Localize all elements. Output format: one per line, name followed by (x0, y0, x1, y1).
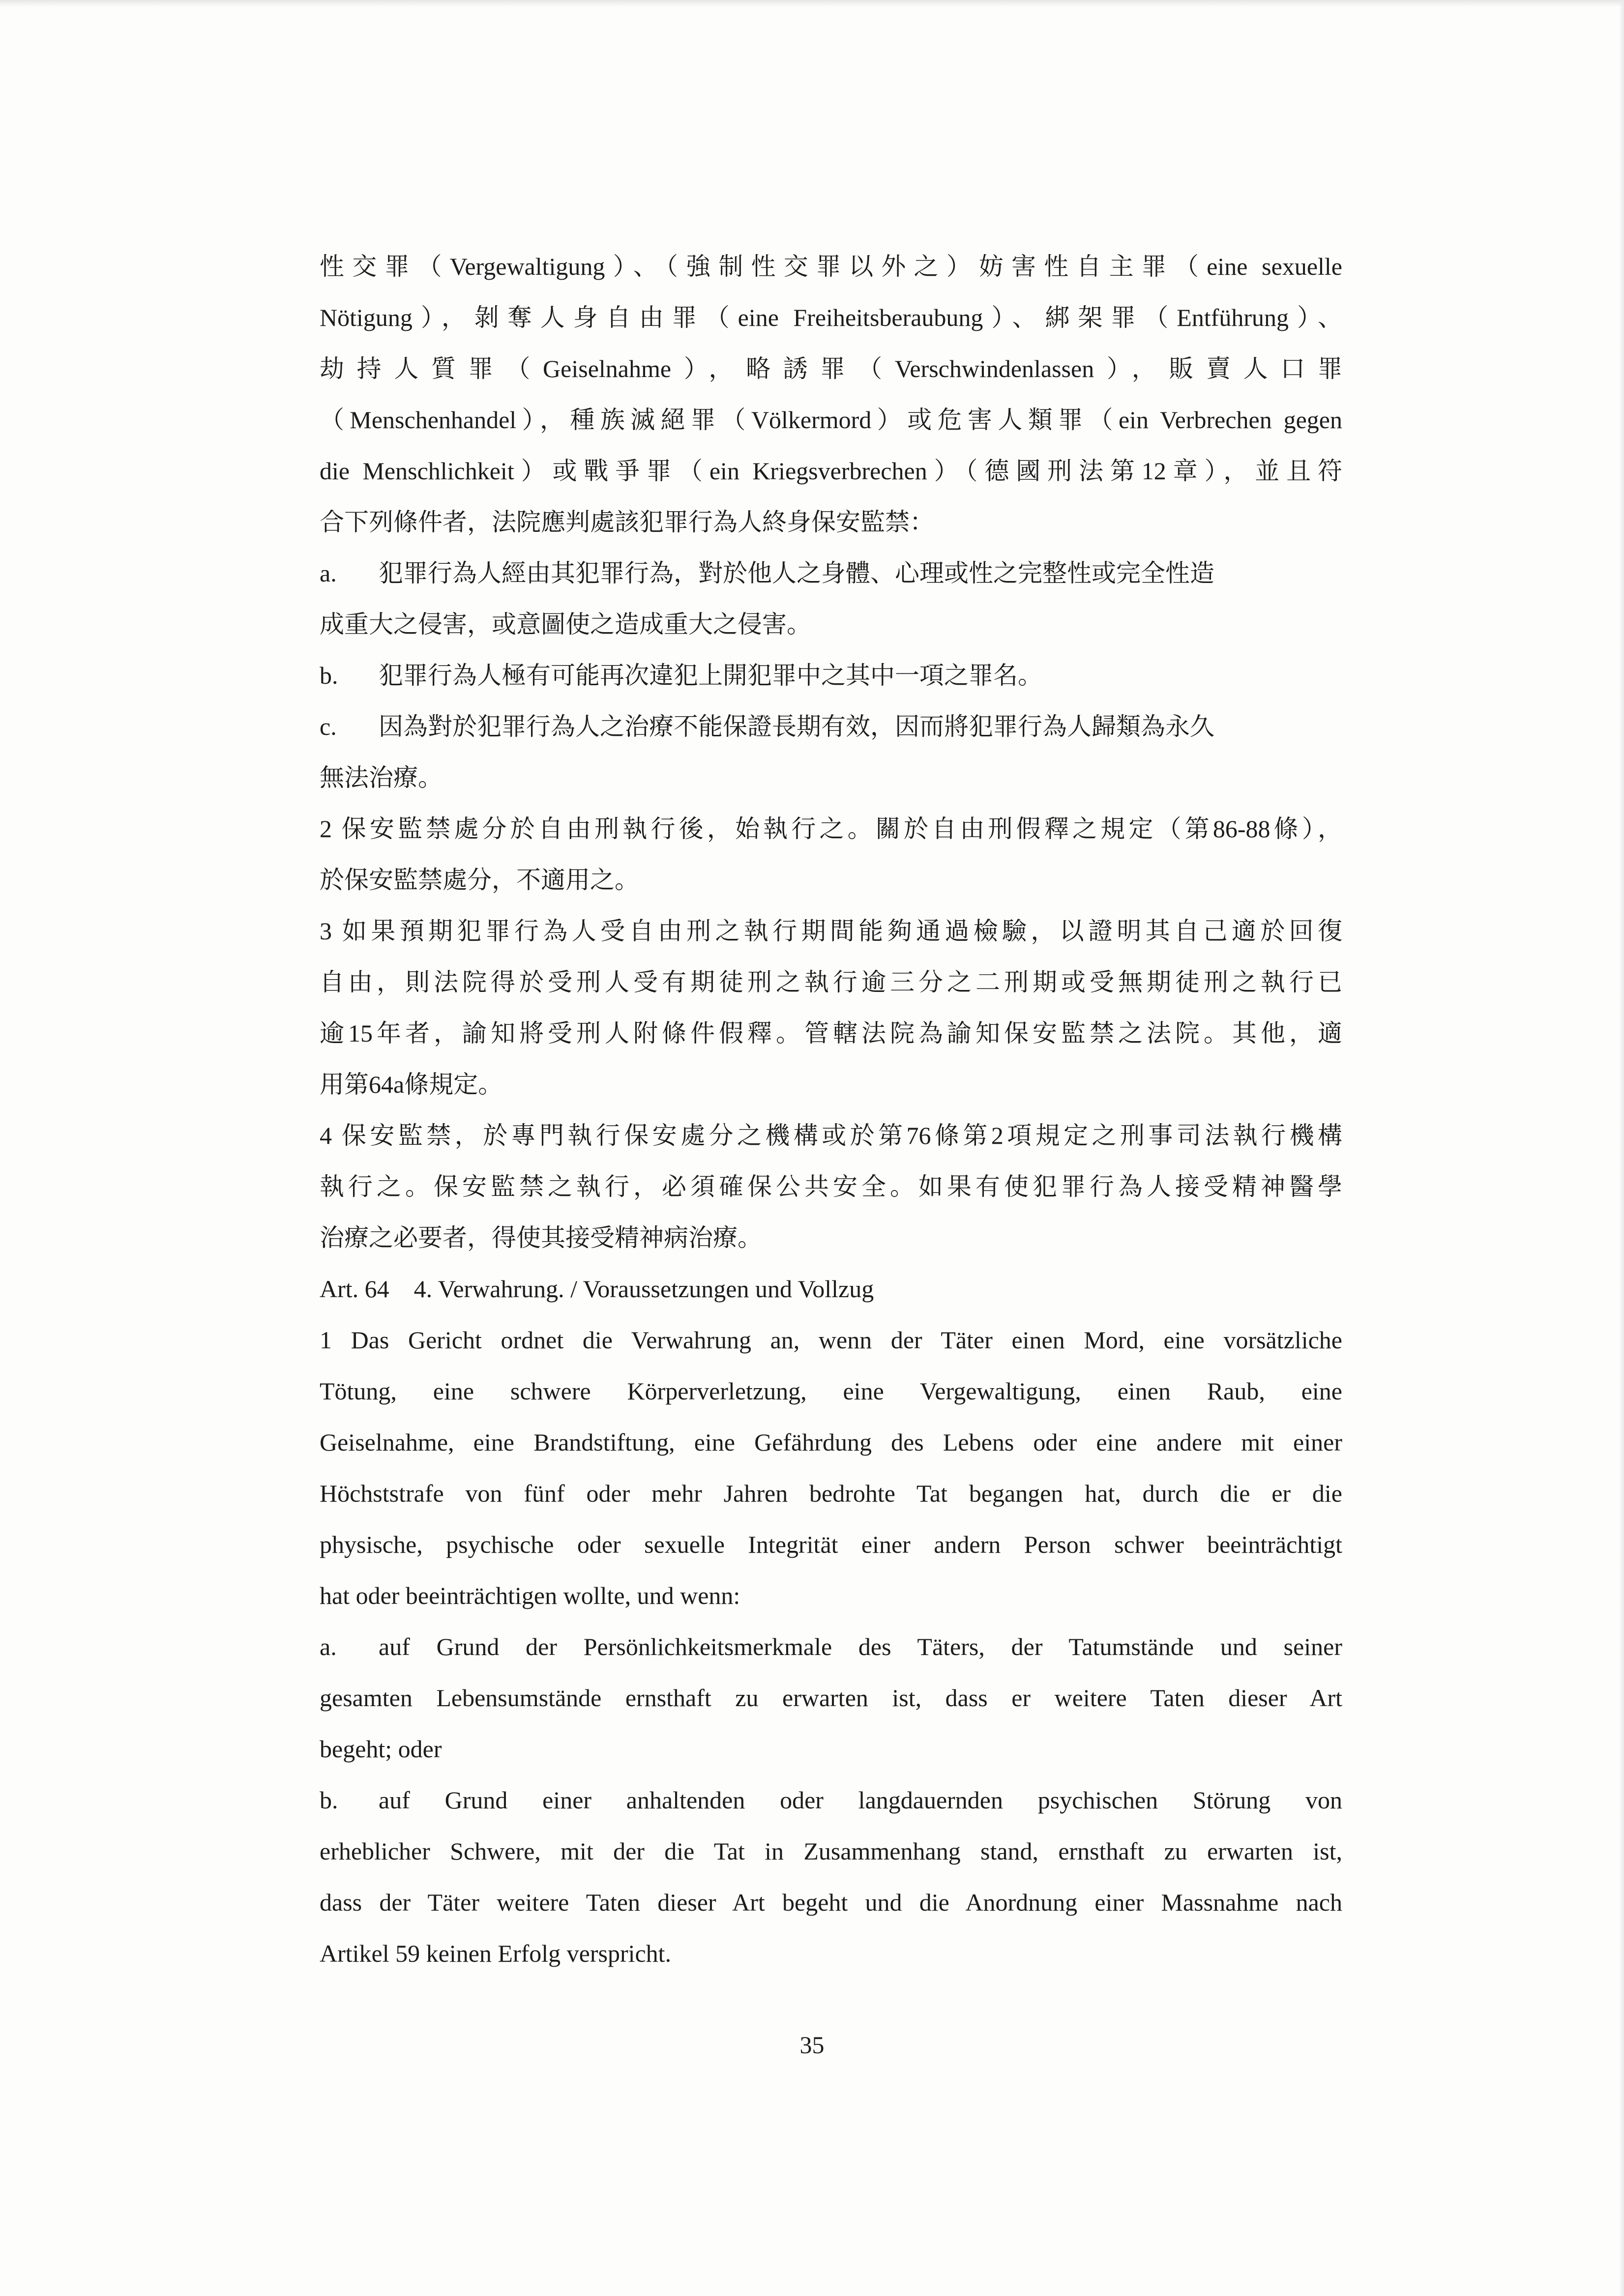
page-number: 35 (799, 2031, 825, 2059)
text-line: 無法治療。 (320, 764, 443, 791)
text-line: 劫持人質罪（Geiselnahme），略誘罪（Verschwindenlassen），販賣人口罪 (320, 355, 1342, 382)
list-label: a. (320, 1633, 337, 1660)
list-item-text: 犯罪行為人經由其犯罪行為，對於他人之身體、心理或性之完整性或完全性造 (379, 559, 1214, 587)
list-item-de-a (320, 1621, 1342, 1672)
text-line: 性交罪（Vergewaltigung）、（強制性交罪以外之）妨害性自主罪（eine sexuelle (320, 253, 1342, 280)
text-line: 2 保安監禁處分於自由刑執行後，始執行之。關於自由刑假釋之規定（第86-88條）， (320, 815, 1342, 843)
text-line: begeht; oder (320, 1735, 442, 1763)
scan-edge-top (0, 0, 1624, 7)
text-line: dass der Täter weitere Taten dieser Art begeht und die Anordnung einer Massnahme nach (320, 1889, 1342, 1916)
text-line: die Menschlichkeit）或戰爭罪（ein Kriegsverbrechen）（德國刑法第12章），並且符 (320, 457, 1342, 485)
text-line: Artikel 59 keinen Erfolg verspricht. (320, 1940, 672, 1967)
text-line: physische, psychische oder sexuelle Integrität einer andern Person schwer beeinträchtigt (320, 1531, 1342, 1558)
list-label: a. (320, 559, 337, 587)
text-line: 逾15年者，諭知將受刑人附條件假釋。管轄法院為諭知保安監禁之法院。其他，適 (320, 1019, 1342, 1047)
text-line: （Menschenhandel），種族滅絕罪（Völkermord）或危害人類罪（ein Verbrechen gegen (320, 406, 1342, 434)
text-line: hat oder beeinträchtigen wollte, und wenn: (320, 1582, 740, 1609)
list-item-text: 犯罪行為人極有可能再次違犯上開犯罪中之其中一項之罪名。 (379, 662, 1042, 689)
article-heading: Art. 64 4. Verwahrung. / Voraussetzungen und Vollzug (320, 1275, 874, 1303)
text-line: Nötigung），剝奪人身自由罪（eine Freiheitsberaubung）、綁架罪（Entführung）、 (320, 304, 1342, 331)
text-line: Tötung, eine schwere Körperverletzung, eine Vergewaltigung, einen Raub, eine (320, 1377, 1342, 1405)
text-line: 合下列條件者，法院應判處該犯罪行為人終身保安監禁： (320, 508, 934, 536)
scan-edge-right (1619, 0, 1624, 2296)
text-line: 3 如果預期犯罪行為人受自由刑之執行期間能夠通過檢驗，以證明其自己適於回復 (320, 917, 1342, 945)
text-line: 1 Das Gericht ordnet die Verwahrung an, wenn der Täter einen Mord, eine vorsätzliche (320, 1326, 1342, 1354)
text-line: 治療之必要者，得使其接受精神病治療。 (320, 1224, 762, 1251)
list-item-text: auf Grund der Persönlichkeitsmerkmale des Täters, der Tatumstände und seiner (379, 1633, 1342, 1660)
text-line: 4 保安監禁，於專門執行保安處分之機構或於第76條第2項規定之刑事司法執行機構 (320, 1122, 1342, 1149)
list-item-zh-c (320, 701, 1342, 752)
list-item-zh-b (320, 650, 1342, 701)
text-line: 執行之。保安監禁之執行，必須確保公共安全。如果有使犯罪行為人接受精神醫學 (320, 1173, 1342, 1200)
list-label: b. (320, 662, 338, 689)
text-line: gesamten Lebensumstände ernsthaft zu erwarten ist, dass er weitere Taten dieser Art (320, 1684, 1342, 1712)
list-item-de-b (320, 1774, 1342, 1826)
list-label: b. (320, 1786, 338, 1814)
list-label: c. (320, 713, 337, 740)
text-line: 用第64a條規定。 (320, 1071, 503, 1098)
list-item-zh-a (320, 548, 1342, 599)
text-line: 自由，則法院得於受刑人受有期徒刑之執行逾三分之二刑期或受無期徒刑之執行已 (320, 968, 1342, 996)
text-line: Höchststrafe von fünf oder mehr Jahren bedrohte Tat begangen hat, durch die er die (320, 1480, 1342, 1507)
list-item-text: auf Grund einer anhaltenden oder langdauernden psychischen Störung von (379, 1786, 1342, 1814)
text-line: erheblicher Schwere, mit der die Tat in Zusammenhang stand, ernsthaft zu erwarten ist, (320, 1837, 1342, 1865)
text-line: Geiselnahme, eine Brandstiftung, eine Gefährdung des Lebens oder eine andere mit einer (320, 1428, 1342, 1456)
text-line: 於保安監禁處分，不適用之。 (320, 866, 639, 894)
list-item-text: 因為對於犯罪行為人之治療不能保證長期有效，因而將犯罪行為人歸類為永久 (379, 713, 1214, 740)
text-line: 成重大之侵害，或意圖使之造成重大之侵害。 (320, 610, 811, 638)
document-body (320, 241, 1342, 1979)
